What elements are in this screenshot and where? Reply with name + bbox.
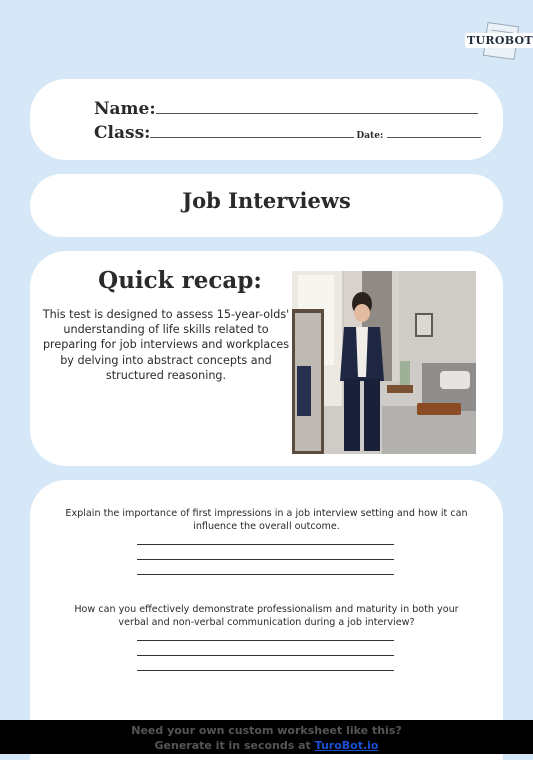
class-field[interactable] — [150, 123, 354, 138]
class-label: Class: — [94, 123, 151, 143]
title-card — [30, 174, 503, 237]
answer-line[interactable] — [137, 655, 394, 656]
turobot-link[interactable]: TuroBot.io — [314, 739, 379, 752]
footer-line-2 — [0, 738, 533, 753]
answer-line[interactable] — [137, 670, 394, 671]
question-2: How can you effectively demonstrate professionalism and maturity in both your verbal and non-verbal communication during a job interview? — [74, 604, 459, 628]
date-label: Date: — [356, 131, 384, 141]
recap-card — [30, 251, 503, 466]
promo-footer — [0, 720, 533, 754]
recap-heading: Quick recap: — [98, 267, 262, 294]
answer-line[interactable] — [137, 640, 394, 641]
student-info-card — [30, 79, 503, 160]
turobot-logo — [465, 24, 533, 58]
logo-text: TUROBOT — [467, 34, 533, 47]
answer-line[interactable] — [137, 544, 394, 545]
footer-line-1: Need your own custom worksheet like this? — [131, 724, 402, 737]
name-field[interactable] — [156, 99, 478, 114]
answer-line[interactable] — [137, 574, 394, 575]
questions-card — [30, 480, 503, 760]
footer-prefix: Generate it in seconds at — [154, 739, 315, 752]
recap-text: This test is designed to assess 15-year-olds' understanding of life skills related to preparing for job interviews and workplaces by delving into abstract concepts and structured reasoning. — [42, 308, 290, 382]
question-1: Explain the importance of first impressions in a job interview setting and how it can influence the overall outcome. — [65, 508, 468, 532]
photo-illustration — [292, 271, 476, 454]
date-field[interactable] — [387, 123, 481, 138]
name-label: Name: — [94, 99, 156, 119]
woman-in-suit-photo — [292, 271, 476, 454]
page-title: Job Interviews — [182, 188, 351, 213]
answer-line[interactable] — [137, 559, 394, 560]
